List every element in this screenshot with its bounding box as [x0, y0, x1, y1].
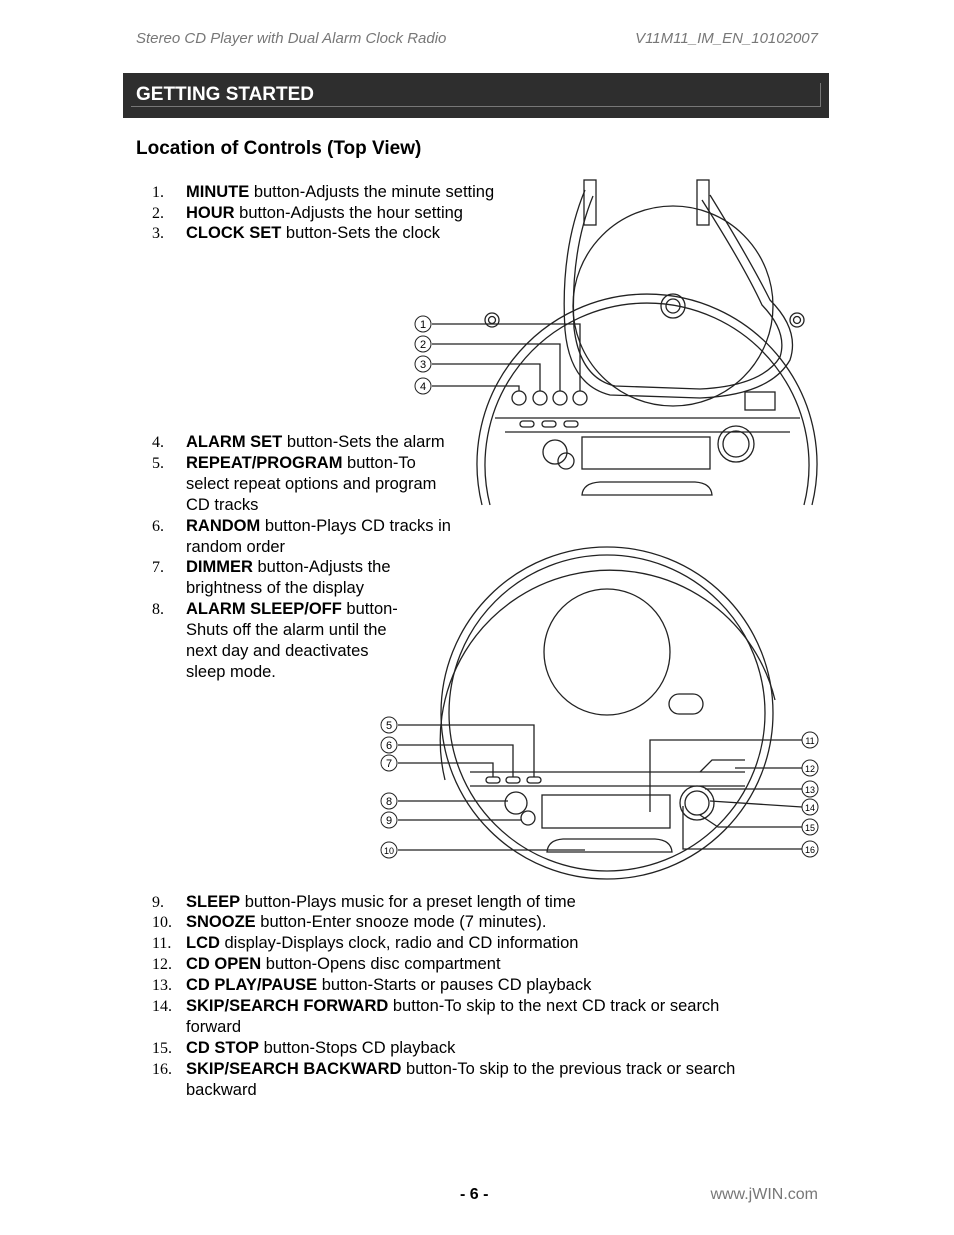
- top-spindle: [661, 294, 685, 318]
- control-description: button-Sets the clock: [281, 224, 441, 242]
- control-description: button-To skip to the previous track or search: [401, 1060, 736, 1078]
- list-item-text: [186, 996, 719, 1038]
- bottom-mini-button-6: [506, 777, 520, 783]
- bottom-device-outline: [441, 547, 773, 879]
- list-item-number: 16.: [152, 1061, 172, 1078]
- bottom-mini-button-5: [486, 777, 500, 783]
- top-dpad-inner: [723, 431, 749, 457]
- control-description-continued: sleep mode.: [186, 663, 276, 681]
- callout-label-1: 1: [419, 319, 427, 331]
- top-device-lid-inner: [573, 196, 781, 389]
- control-name: CD PLAY/PAUSE: [186, 976, 318, 994]
- list-item-text: [186, 933, 578, 954]
- top-screw-left-inner: [489, 317, 496, 324]
- list-item-text: [186, 516, 451, 558]
- top-knob: [543, 440, 567, 464]
- list-item-number: 7.: [152, 559, 164, 576]
- list-item-number: 10.: [152, 914, 172, 931]
- list-item-text: [186, 182, 494, 203]
- top-disc: [573, 206, 773, 406]
- top-screw-left: [485, 313, 499, 327]
- list-item-number: 8.: [152, 601, 164, 618]
- control-name: SKIP/SEARCH BACKWARD: [186, 1060, 402, 1078]
- callout-label-9: 9: [385, 815, 393, 827]
- control-name: ALARM SLEEP/OFF: [186, 600, 342, 618]
- control-description: button-To: [342, 454, 416, 472]
- control-description: button-Plays CD tracks in: [260, 517, 451, 535]
- control-description-continued: backward: [186, 1081, 257, 1099]
- control-name: SLEEP: [186, 893, 241, 911]
- callout-label-16: 16: [804, 845, 816, 855]
- control-description: button-Stops CD playback: [259, 1039, 456, 1057]
- control-description: button-Starts or pauses CD playback: [317, 976, 592, 994]
- control-name: CD STOP: [186, 1039, 260, 1057]
- callout-label-11: 11: [805, 736, 815, 746]
- leader-4: [432, 386, 519, 391]
- list-item-number: 2.: [152, 205, 164, 222]
- control-name: RANDOM: [186, 517, 261, 535]
- list-item-number: 5.: [152, 455, 164, 472]
- callout-label-4: 4: [419, 381, 427, 393]
- leader-1: [432, 324, 580, 391]
- control-name: ALARM SET: [186, 433, 283, 451]
- bottom-mini-button-7: [527, 777, 541, 783]
- top-button-4: [512, 391, 526, 405]
- list-item-number: 11.: [152, 935, 172, 952]
- list-item-number: 6.: [152, 518, 164, 535]
- control-description-continued: Shuts off the alarm until the: [186, 621, 387, 639]
- control-name: REPEAT/PROGRAM: [186, 454, 343, 472]
- top-button-1: [573, 391, 587, 405]
- control-description: button-To skip to the next CD track or search: [388, 997, 720, 1015]
- callout-label-2: 2: [419, 339, 427, 351]
- bottom-disc: [544, 589, 670, 715]
- bottom-lcd: [542, 795, 670, 828]
- top-snooze-bar: [582, 482, 712, 495]
- bottom-device-body: [440, 570, 775, 780]
- callout-label-15: 15: [804, 823, 816, 833]
- control-description-continued: random order: [186, 538, 286, 556]
- list-item-number: 4.: [152, 434, 164, 451]
- control-description: button-Adjusts the: [252, 558, 391, 576]
- list-item-number: 15.: [152, 1040, 172, 1057]
- control-description: button-Plays music for a preset length of time: [240, 893, 576, 911]
- top-lcd: [582, 437, 710, 469]
- callout-label-10: 10: [383, 846, 395, 856]
- top-screw-right-inner: [794, 317, 801, 324]
- top-button-3: [533, 391, 547, 405]
- bottom-cd-open-slot: [700, 760, 745, 772]
- control-name: DIMMER: [186, 558, 253, 576]
- list-item-number: 14.: [152, 998, 172, 1015]
- leader-3: [432, 364, 540, 391]
- bottom-knob: [505, 792, 527, 814]
- leader-11: [650, 740, 802, 812]
- bottom-knob-small: [521, 811, 535, 825]
- list-item-number: 9.: [152, 894, 164, 911]
- page-number: - 6 -: [460, 1186, 489, 1203]
- control-description-continued: CD tracks: [186, 496, 259, 514]
- control-name: SNOOZE: [186, 913, 256, 931]
- control-description: button-Adjusts the minute setting: [249, 183, 495, 201]
- list-item-number: 1.: [152, 184, 164, 201]
- top-device-rim: [485, 303, 809, 505]
- control-name: CLOCK SET: [186, 224, 282, 242]
- list-item-text: [186, 954, 501, 975]
- list-item-text: [186, 975, 591, 996]
- control-description-continued: next day and deactivates: [186, 642, 369, 660]
- header-doc-code: V11M11_IM_EN_10102007: [635, 30, 818, 47]
- list-item-text: [186, 1038, 455, 1059]
- leader-14: [710, 801, 802, 807]
- bottom-cd-open-button: [669, 694, 703, 714]
- callout-label-12: 12: [804, 764, 816, 774]
- control-name: CD OPEN: [186, 955, 262, 973]
- callout-label-13: 13: [804, 785, 816, 795]
- bottom-device-rim: [449, 555, 765, 871]
- top-mini-button-c: [564, 421, 578, 427]
- control-description: button-Enter snooze mode (7 minutes).: [255, 913, 547, 931]
- callout-label-5: 5: [385, 720, 393, 732]
- callout-label-6: 6: [385, 740, 393, 752]
- list-item-number: 13.: [152, 977, 172, 994]
- list-item-number: 12.: [152, 956, 172, 973]
- top-mini-button-b: [542, 421, 556, 427]
- callout-label-7: 7: [385, 758, 393, 770]
- control-name: SKIP/SEARCH FORWARD: [186, 997, 389, 1015]
- leader-7: [398, 763, 493, 777]
- leader-2: [432, 344, 560, 391]
- list-item-text: [186, 1059, 735, 1101]
- callout-label-8: 8: [385, 796, 393, 808]
- top-screw-right: [790, 313, 804, 327]
- control-name: HOUR: [186, 204, 235, 222]
- control-description: button-Opens disc compartment: [261, 955, 501, 973]
- callout-label-3: 3: [419, 359, 427, 371]
- list-item-text: [186, 223, 440, 244]
- subsection-title: Location of Controls (Top View): [136, 138, 422, 159]
- section-title: GETTING STARTED: [136, 84, 315, 105]
- top-device-lid: [564, 190, 792, 398]
- callout-label-14: 14: [804, 803, 816, 813]
- list-item-text: [186, 557, 391, 599]
- list-item-text: [186, 892, 576, 913]
- control-description: display-Displays clock, radio and CD information: [219, 934, 579, 952]
- bottom-dpad-inner: [685, 791, 709, 815]
- control-description: button-: [341, 600, 398, 618]
- list-item-text: [186, 912, 546, 933]
- footer-website: www.jWIN.com: [710, 1186, 818, 1203]
- control-description-continued: select repeat options and program: [186, 475, 437, 493]
- control-name: LCD: [186, 934, 220, 952]
- control-description-continued: forward: [186, 1018, 242, 1036]
- top-button-2: [553, 391, 567, 405]
- top-mini-button-a: [520, 421, 534, 427]
- list-item-text: [186, 203, 463, 224]
- control-description-continued: brightness of the display: [186, 579, 364, 597]
- control-description: button-Adjusts the hour setting: [234, 204, 463, 222]
- list-item-text: [186, 453, 436, 516]
- list-item-text: [186, 432, 445, 453]
- top-device-body: [477, 294, 817, 505]
- control-description: button-Sets the alarm: [282, 433, 445, 451]
- leader-15: [700, 815, 802, 827]
- header-doc-title: Stereo CD Player with Dual Alarm Clock Radio: [136, 30, 447, 47]
- list-item-text: [186, 599, 398, 683]
- control-name: MINUTE: [186, 183, 250, 201]
- top-latch: [745, 392, 775, 410]
- list-item-number: 3.: [152, 225, 164, 242]
